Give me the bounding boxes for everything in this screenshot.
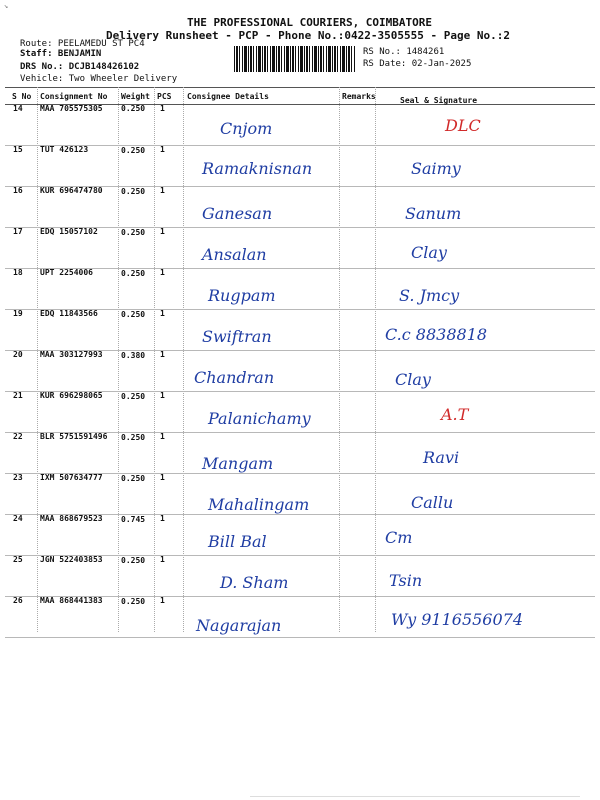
col-header-consignment: Consignment No bbox=[40, 92, 108, 101]
row-sno: 18 bbox=[13, 268, 23, 277]
row-pcs: 1 bbox=[160, 145, 165, 154]
row-weight: 0.250 bbox=[121, 392, 146, 401]
row-weight: 0.250 bbox=[121, 228, 146, 237]
row-weight: 0.250 bbox=[121, 146, 146, 155]
row-sno: 26 bbox=[13, 596, 23, 605]
consignee-signature: Nagarajan bbox=[196, 616, 282, 635]
row-consignment-no: KUR 696474780 bbox=[40, 186, 103, 195]
seal-signature: DLC bbox=[445, 116, 481, 135]
row-consignment-no: TUT 426123 bbox=[40, 145, 89, 154]
row-sno: 19 bbox=[13, 309, 23, 318]
col-divider bbox=[37, 87, 38, 632]
row-sno: 25 bbox=[13, 555, 23, 564]
col-header-seal: Seal & Signature bbox=[400, 96, 478, 105]
corner-mark: ↘ bbox=[4, 2, 9, 10]
seal-signature: Saimy bbox=[411, 159, 461, 178]
row-pcs: 1 bbox=[160, 104, 165, 113]
consignee-signature: Ramaknisnan bbox=[202, 159, 313, 178]
consignee-signature: Mangam bbox=[202, 454, 274, 473]
row-consignment-no: JGN 522403853 bbox=[40, 555, 103, 564]
row-divider bbox=[5, 268, 595, 269]
vehicle-label: Vehicle: Two Wheeler Delivery bbox=[20, 74, 178, 84]
seal-signature: Clay bbox=[395, 370, 431, 389]
row-sno: 21 bbox=[13, 391, 23, 400]
row-consignment-no: UPT 2254006 bbox=[40, 268, 93, 277]
row-pcs: 1 bbox=[160, 514, 165, 523]
row-sno: 20 bbox=[13, 350, 23, 359]
table-top-rule bbox=[5, 87, 595, 88]
row-sno: 16 bbox=[13, 186, 23, 195]
row-pcs: 1 bbox=[160, 596, 165, 605]
col-header-pcs: PCS bbox=[157, 92, 172, 101]
rs-number: RS No.: 1484261 bbox=[363, 47, 445, 57]
col-divider bbox=[154, 87, 155, 632]
row-weight: 0.250 bbox=[121, 104, 146, 113]
row-sno: 22 bbox=[13, 432, 23, 441]
row-consignment-no: EDQ 15057102 bbox=[40, 227, 98, 236]
consignee-signature: Palanichamy bbox=[208, 409, 311, 428]
row-pcs: 1 bbox=[160, 309, 165, 318]
row-consignment-no: KUR 696298065 bbox=[40, 391, 103, 400]
row-weight: 0.250 bbox=[121, 597, 146, 606]
consignee-signature: Swiftran bbox=[202, 327, 272, 346]
rs-date: RS Date: 02-Jan-2025 bbox=[363, 59, 472, 69]
route-label: Route: PEELAMEDU ST PC4 bbox=[20, 39, 145, 49]
row-weight: 0.250 bbox=[121, 474, 146, 483]
row-consignment-no: BLR 5751591496 bbox=[40, 432, 108, 441]
drs-number: DRS No.: DCJB148426102 bbox=[20, 62, 140, 72]
col-divider bbox=[375, 87, 376, 632]
row-pcs: 1 bbox=[160, 227, 165, 236]
col-divider bbox=[339, 87, 340, 632]
consignee-signature: Bill Bal bbox=[208, 532, 267, 551]
consignee-signature: Mahalingam bbox=[208, 495, 310, 514]
row-consignment-no: MAA 868679523 bbox=[40, 514, 103, 523]
staff-label: Staff: BENJAMIN bbox=[20, 49, 102, 59]
row-weight: 0.250 bbox=[121, 269, 146, 278]
row-weight: 0.250 bbox=[121, 433, 146, 442]
seal-signature: Ravi bbox=[423, 448, 460, 467]
seal-signature: S. Jmcy bbox=[399, 286, 460, 305]
row-sno: 15 bbox=[13, 145, 23, 154]
row-pcs: 1 bbox=[160, 432, 165, 441]
col-header-remarks: Remarks bbox=[342, 92, 376, 101]
row-pcs: 1 bbox=[160, 186, 165, 195]
row-weight: 0.250 bbox=[121, 556, 146, 565]
row-weight: 0.745 bbox=[121, 515, 146, 524]
col-header-consignee: Consignee Details bbox=[187, 92, 269, 101]
consignee-signature: Cnjom bbox=[220, 119, 273, 138]
row-consignment-no: MAA 868441383 bbox=[40, 596, 103, 605]
seal-signature: Callu bbox=[411, 493, 454, 512]
row-consignment-no: EDQ 11843566 bbox=[40, 309, 98, 318]
col-divider bbox=[118, 87, 119, 632]
seal-signature: A.T bbox=[441, 405, 469, 424]
seal-signature: Sanum bbox=[405, 204, 462, 223]
col-header-sno: S No bbox=[12, 92, 32, 101]
barcode bbox=[234, 46, 355, 72]
row-sno: 14 bbox=[13, 104, 23, 113]
seal-signature: Wy 9116556074 bbox=[391, 610, 524, 629]
seal-signature: C.c 8838818 bbox=[385, 325, 488, 344]
seal-signature: Clay bbox=[411, 243, 447, 262]
row-weight: 0.250 bbox=[121, 187, 146, 196]
row-weight: 0.380 bbox=[121, 351, 146, 360]
row-consignment-no: MAA 303127993 bbox=[40, 350, 103, 359]
row-sno: 24 bbox=[13, 514, 23, 523]
company-name: THE PROFESSIONAL COURIERS, COIMBATORE bbox=[187, 16, 433, 29]
row-consignment-no: IXM 507634777 bbox=[40, 473, 103, 482]
seal-signature: Cm bbox=[385, 528, 413, 547]
row-pcs: 1 bbox=[160, 350, 165, 359]
seal-signature: Tsin bbox=[389, 571, 423, 590]
row-divider bbox=[5, 145, 595, 146]
row-pcs: 1 bbox=[160, 473, 165, 482]
consignee-signature: Chandran bbox=[194, 368, 275, 387]
consignee-signature: Ganesan bbox=[202, 204, 273, 223]
col-divider bbox=[183, 87, 184, 632]
runsheet-title: Delivery Runsheet - PCP - Phone No.:0422-3505555 - Page No.:2 bbox=[106, 29, 510, 42]
row-divider bbox=[5, 637, 595, 638]
col-header-weight: Weight bbox=[121, 92, 150, 101]
consignee-signature: Ansalan bbox=[202, 245, 267, 264]
row-consignment-no: MAA 705575305 bbox=[40, 104, 103, 113]
footer-rule bbox=[250, 796, 580, 797]
row-pcs: 1 bbox=[160, 268, 165, 277]
consignee-signature: D. Sham bbox=[220, 573, 289, 592]
row-sno: 17 bbox=[13, 227, 23, 236]
row-sno: 23 bbox=[13, 473, 23, 482]
consignee-signature: Rugpam bbox=[208, 286, 276, 305]
row-pcs: 1 bbox=[160, 391, 165, 400]
row-weight: 0.250 bbox=[121, 310, 146, 319]
row-pcs: 1 bbox=[160, 555, 165, 564]
